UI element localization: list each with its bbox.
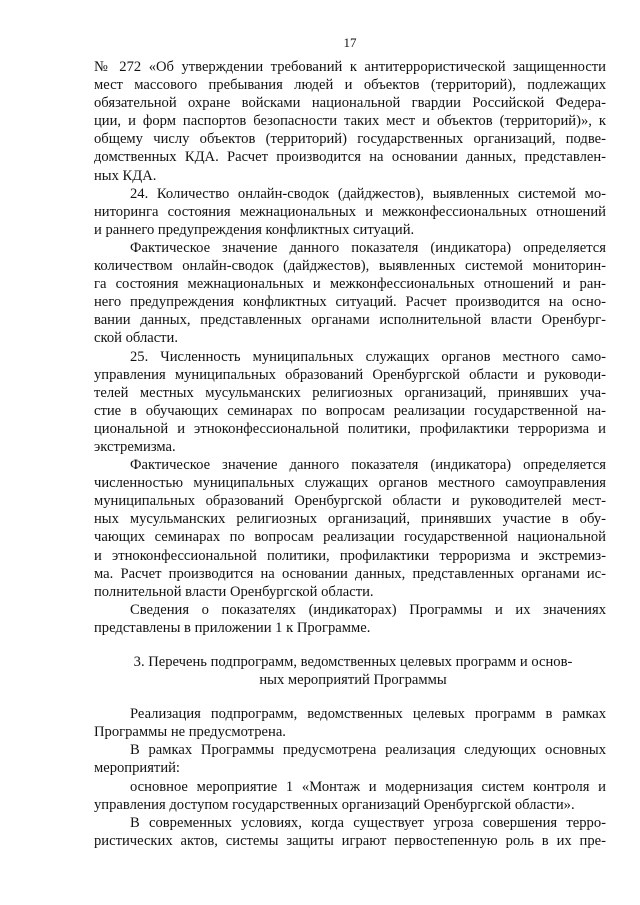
text-line: количеством онлайн-сводок (дайджестов), выявленных системой мониторин- xyxy=(94,258,606,275)
text-line: и этноконфессиональной политики, профилактики терроризма и экстремиз- xyxy=(94,547,606,564)
text-line: Фактическое значение данного показателя (индикатора) определяется xyxy=(130,239,606,256)
text-line: чающих семинарах по вопросам реализации государственной национальной xyxy=(94,529,606,546)
paragraph-indicator-25 xyxy=(94,348,606,457)
paragraph-indicator-24 xyxy=(94,185,606,239)
text-line: № 272 «Об утверждении требований к антитеррористической защищенности xyxy=(94,59,606,75)
paragraph-continued xyxy=(94,58,606,185)
section-heading xyxy=(94,653,606,689)
text-line: и раннего предупреждения конфликтных ситуаций. xyxy=(94,221,415,238)
text-line: обязательной охране войсками национальной гвардии Российской Федера- xyxy=(94,95,606,112)
document-page xyxy=(94,0,606,905)
text-line: ных мусульманских религиозных организаций, принявших участие в обу- xyxy=(94,511,606,528)
text-line: вании данных, представленных органами исполнительной власти Оренбург- xyxy=(94,312,606,329)
paragraph-appendix-reference xyxy=(94,601,606,637)
text-line: муниципальных образований Оренбургской области и руководителей мест- xyxy=(94,493,606,510)
text-line: стие в обучающих семинарах по вопросам реализации государственной на- xyxy=(94,402,606,419)
text-line: 25. Численность муниципальных служащих органов местного само- xyxy=(130,348,606,365)
text-line: циональной и этноконфессиональной политики, профилактики терроризма и xyxy=(94,420,606,437)
text-line: В современных условиях, когда существует угроза совершения терро- xyxy=(130,814,606,831)
document-body xyxy=(94,58,606,850)
paragraph-indicator-24-definition xyxy=(94,239,606,348)
text-line: экстремизма. xyxy=(94,438,176,455)
text-line: ма. Расчет производится на основании данных, представленных органами ис- xyxy=(94,565,606,582)
text-line: общему числу объектов (территорий) государственных организаций, подве- xyxy=(94,131,606,148)
text-line: мероприятий: xyxy=(94,760,180,777)
text-line: Сведения о показателях (индикаторах) Программы и их значениях xyxy=(130,601,606,618)
text-line: Реализация подпрограмм, ведомственных целевых программ в рамках xyxy=(130,706,606,723)
paragraph-indicator-25-definition xyxy=(94,456,606,601)
text-line: ской области. xyxy=(94,330,179,347)
text-line: мест массового пребывания людей и объектов (территорий), подлежащих xyxy=(94,77,606,94)
paragraph-main-activities-intro xyxy=(94,741,606,777)
paragraph-security-context xyxy=(94,814,606,850)
text-line: В рамках Программы предусмотрена реализация следующих основных xyxy=(130,742,606,759)
text-line: основное мероприятие 1 «Монтаж и модернизация систем контроля и xyxy=(130,778,606,795)
text-line: ристических актов, системы защиты играют первостепенную роль в их пре- xyxy=(94,832,606,849)
text-line: Фактическое значение данного показателя (индикатора) определяется xyxy=(130,457,606,474)
text-line: него предупреждения конфликтных ситуаций. Расчет производится на осно- xyxy=(94,294,606,311)
text-line: домственных КДА. Расчет производится на основании данных, представлен- xyxy=(94,149,606,166)
text-line: управления доступом государственных организаций Оренбургской области». xyxy=(94,796,575,813)
section-heading-line: ных мероприятий Программы xyxy=(259,672,447,689)
paragraph-subprograms xyxy=(94,705,606,741)
text-line: Программы не предусмотрена. xyxy=(94,724,286,741)
text-line: ниторинга состояния межнациональных и межконфессиональных отношений xyxy=(94,203,606,220)
page-number: 17 xyxy=(343,35,357,50)
paragraph-main-activity-1 xyxy=(94,778,606,814)
text-line: ции, и форм паспортов безопасности таких мест и объектов (территорий)», к xyxy=(94,113,606,130)
text-line: 24. Количество онлайн-сводок (дайджестов), выявленных системой мо- xyxy=(130,185,606,202)
text-line: телей местных мусульманских религиозных организаций, принявших уча- xyxy=(94,384,606,401)
section-heading-line: 3. Перечень подпрограмм, ведомственных целевых программ и основ- xyxy=(133,654,573,670)
text-line: представлены в приложении 1 к Программе. xyxy=(94,619,371,636)
text-line: полнительной власти Оренбургской области. xyxy=(94,583,374,600)
text-line: численностью муниципальных служащих органов местного самоуправления xyxy=(94,475,606,492)
text-line: управления муниципальных образований Оренбургской области и руководи- xyxy=(94,366,606,383)
text-line: ных КДА. xyxy=(94,167,157,184)
text-line: га состояния межнациональных и межконфессиональных отношений и ран- xyxy=(94,276,606,293)
